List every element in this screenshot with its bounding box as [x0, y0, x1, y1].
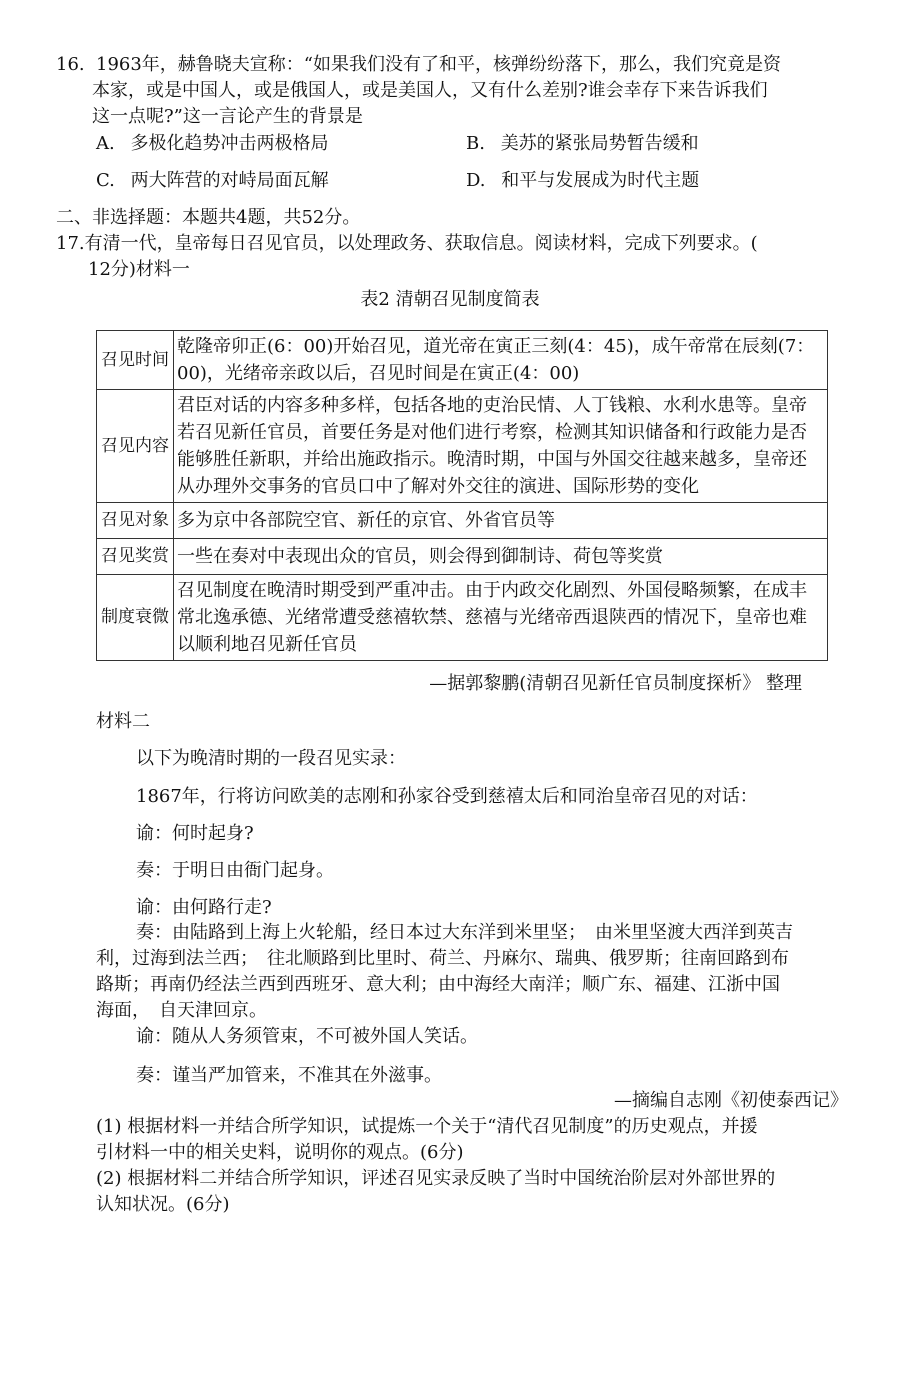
- table-caption: 表2 清朝召见制度简表: [360, 289, 540, 310]
- q16-stem-line-1: 1963年，赫鲁晓夫宣称：“如果我们没有了和平，核弹纷纷落下，那么，我们究竟是资: [96, 54, 782, 75]
- row-content: 一些在奏对中表现出众的官员，则会得到御制诗、荷包等奖赏: [174, 539, 828, 575]
- dialog-line: 谕：随从人务须管束，不可被外国人笑话。: [136, 1026, 478, 1047]
- option-text: 和平与发展成为时代主题: [501, 170, 700, 191]
- table-row: [97, 390, 828, 503]
- row-content: 君臣对话的内容多种多样，包括各地的吏治民情、人丁钱粮、水利水患等。皇帝若召见新任官员，首要任务是对他们进行考察，检测其知识储备和行政能力是否能够胜任新职，并给出施政指示。晚清时期，中国与外国交往越来越多，皇帝还从办理外交事务的官员口中了解对外交往的演进、国际形势的变化: [174, 390, 828, 503]
- route-line-3: 路斯；再南仍经法兰西到西班牙、意大利；由中海经大南洋；顺广东、福建、江浙中国: [96, 974, 780, 995]
- table-row: [97, 331, 828, 390]
- source-citation-1: —据郭黎鹏(清朝召见新任官员制度探析》 整理: [429, 673, 802, 694]
- q16-stem-line-2: 本家，或是中国人，或是俄国人，或是美国人，又有什么差别?谁会幸存下来告诉我们: [92, 80, 768, 101]
- material-2-line: 1867年，行将访问欧美的志刚和孙家谷受到慈禧太后和同治皇帝召见的对话：: [136, 786, 758, 807]
- route-line-4: 海面， 自天津回京。: [96, 1000, 267, 1021]
- table-row: [97, 503, 828, 539]
- table-row: [97, 539, 828, 575]
- material-2-title: 材料二: [96, 711, 150, 732]
- option-text: 美苏的紧张局势暂告缓和: [500, 133, 699, 154]
- q17-stem-line-1: 17.有清一代，皇帝每日召见官员，以处理政务、获取信息。阅读材料，完成下列要求。(: [56, 233, 758, 254]
- row-content: 乾隆帝卯正(6：00)开始召见，道光帝在寅正三刻(4：45)，成午帝常在辰刻(7：00)，光绪帝亲政以后，召见时间是在寅正(4：00): [174, 331, 828, 390]
- option-letter: C.: [96, 170, 115, 191]
- sub-question-2-line-1: (2) 根据材料二并结合所学知识，评述召见实录反映了当时中国统治阶层对外部世界的: [96, 1168, 776, 1189]
- q17-stem-line-2: 12分)材料一: [88, 259, 190, 280]
- row-header: 召见内容: [97, 390, 174, 503]
- row-header: 制度衰微: [97, 575, 174, 661]
- q16-number: 16.: [56, 54, 85, 75]
- option-letter: A.: [96, 133, 115, 154]
- q16-option-c[interactable]: [96, 168, 329, 194]
- row-content: 召见制度在晚清时期受到严重冲击。由于内政交化剧烈、外国侵略频繁，在成丰常北逸承德、光绪常遭受慈禧软禁、慈禧与光绪帝西退陕西的情况下，皇帝也难以顺利地召见新任官员: [174, 575, 828, 661]
- row-header: 召见时间: [97, 331, 174, 390]
- option-letter: B.: [466, 133, 485, 154]
- row-content: 多为京中各部院空官、新任的京官、外省官员等: [174, 503, 828, 539]
- source-citation-2: —摘编自志刚《初使泰西记》: [614, 1090, 848, 1111]
- route-line-2: 利，过海到法兰西； 往北顺路到比里时、荷兰、丹麻尔、瑞典、俄罗斯；往南回路到布: [96, 948, 789, 969]
- recall-system-table: [96, 330, 828, 661]
- q16-option-a[interactable]: [96, 131, 328, 157]
- dialog-line: 谕：由何路行走?: [136, 897, 272, 918]
- sub-question-2-line-2: 认知状况。(6分): [96, 1194, 230, 1215]
- option-letter: D.: [466, 170, 486, 191]
- sub-question-1-line-2: 引材料一中的相关史料，说明你的观点。(6分): [96, 1142, 464, 1163]
- q16-stem-line-3: 这一点呢?”这一言论产生的背景是: [92, 106, 363, 127]
- q16-option-b[interactable]: [466, 131, 699, 157]
- q16-option-d[interactable]: [466, 168, 699, 194]
- dialog-line: 奏：谨当严加管来，不准其在外滋事。: [136, 1065, 442, 1086]
- option-text: 两大阵营的对峙局面瓦解: [130, 170, 329, 191]
- route-line-1: 奏：由陆路到上海上火轮船，经日本过大东洋到米里坚； 由米里坚渡大西洋到英吉: [136, 922, 793, 943]
- sub-question-1-line-1: (1) 根据材料一并结合所学知识，试提炼一个关于“清代召见制度”的历史观点，并援: [96, 1116, 758, 1137]
- section-heading: 二、非选择题：本题共4题，共52分。: [56, 207, 361, 228]
- dialog-line: 奏：于明日由衙门起身。: [136, 860, 334, 881]
- material-2-intro: 以下为晚清时期的一段召见实录：: [136, 748, 406, 769]
- row-header: 召见对象: [97, 503, 174, 539]
- option-text: 多极化趋势冲击两极格局: [130, 133, 329, 154]
- dialog-line: 谕：何时起身?: [136, 823, 254, 844]
- row-header: 召见奖赏: [97, 539, 174, 575]
- table-row: [97, 575, 828, 661]
